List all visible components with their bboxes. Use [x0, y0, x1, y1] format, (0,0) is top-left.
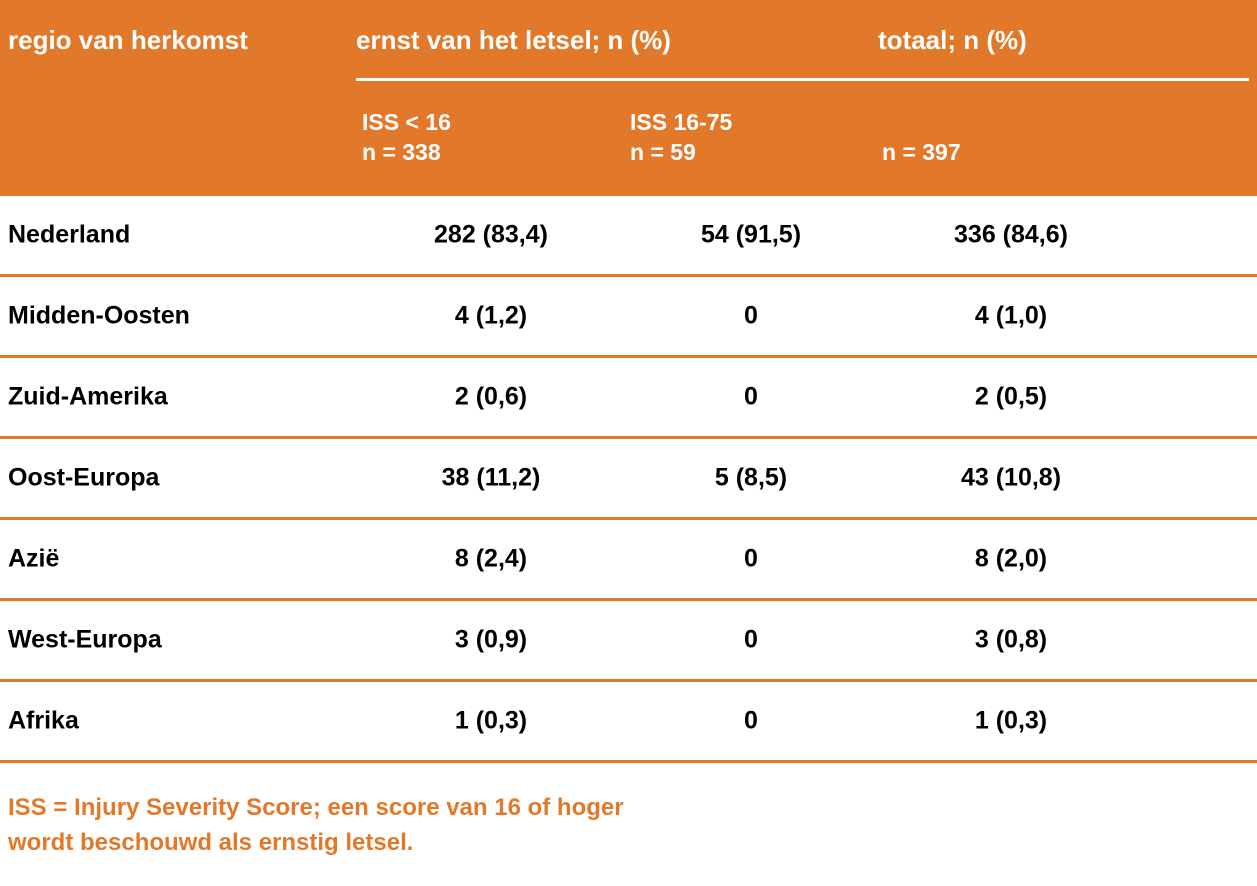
table-row: [0, 682, 1257, 763]
column-header-severity: ernst van het letsel; n (%): [356, 25, 671, 55]
cell-iss-low: 38 (11,2): [441, 463, 541, 492]
cell-iss-low: 4 (1,2): [454, 301, 528, 330]
column-header-total: totaal; n (%): [878, 25, 1027, 55]
cell-iss-low: 282 (83,4): [434, 220, 548, 249]
cell-total: 336 (84,6): [954, 220, 1068, 249]
subheader-total-n: n = 397: [882, 139, 961, 165]
row-label: Nederland: [8, 220, 131, 249]
row-label: West-Europa: [8, 625, 162, 654]
table-row: [0, 601, 1257, 682]
column-header-region: regio van herkomst: [8, 25, 248, 55]
row-label: Zuid-Amerika: [8, 382, 168, 411]
cell-iss-high: 0: [744, 301, 758, 330]
cell-total: 1 (0,3): [974, 706, 1048, 735]
cell-total: 3 (0,8): [974, 625, 1048, 654]
table-row: [0, 196, 1257, 277]
subheader-iss-low-line1: ISS < 16: [362, 109, 451, 135]
subheader-iss-high: [630, 108, 732, 168]
cell-iss-low: 2 (0,6): [454, 382, 528, 411]
header-divider-rule: [356, 78, 1249, 81]
row-label: Oost-Europa: [8, 463, 160, 492]
footnote-line-2: wordt beschouwd als ernstig letsel.: [8, 828, 414, 856]
row-label: Midden-Oosten: [8, 301, 190, 330]
cell-iss-high: 5 (8,5): [714, 463, 788, 492]
row-label: Afrika: [8, 706, 79, 735]
subheader-iss-high-line1: ISS 16-75: [630, 109, 733, 135]
table-row: [0, 520, 1257, 601]
cell-total: 4 (1,0): [974, 301, 1048, 330]
table-header: [0, 0, 1257, 196]
table-row: [0, 277, 1257, 358]
table-row: [0, 358, 1257, 439]
cell-iss-low: 8 (2,4): [454, 544, 528, 573]
cell-iss-high: 54 (91,5): [700, 220, 802, 249]
subheader-iss-high-line2: n = 59: [630, 138, 696, 165]
cell-total: 2 (0,5): [974, 382, 1048, 411]
cell-total: 43 (10,8): [960, 463, 1062, 492]
cell-iss-high: 0: [744, 706, 758, 735]
row-label: Azië: [8, 544, 60, 573]
table-body: [0, 196, 1257, 763]
subheader-iss-low: [362, 108, 451, 168]
table-row: [0, 439, 1257, 520]
footnote-line-1: ISS = Injury Severity Score; een score van 16 of hoger: [8, 794, 624, 821]
cell-iss-low: 1 (0,3): [454, 706, 528, 735]
cell-iss-high: 0: [744, 544, 758, 573]
subheader-iss-low-line2: n = 338: [362, 138, 441, 165]
cell-iss-high: 0: [744, 382, 758, 411]
cell-total: 8 (2,0): [974, 544, 1048, 573]
cell-iss-low: 3 (0,9): [454, 625, 528, 654]
cell-iss-high: 0: [744, 625, 758, 654]
table-footnote: [0, 791, 1257, 861]
